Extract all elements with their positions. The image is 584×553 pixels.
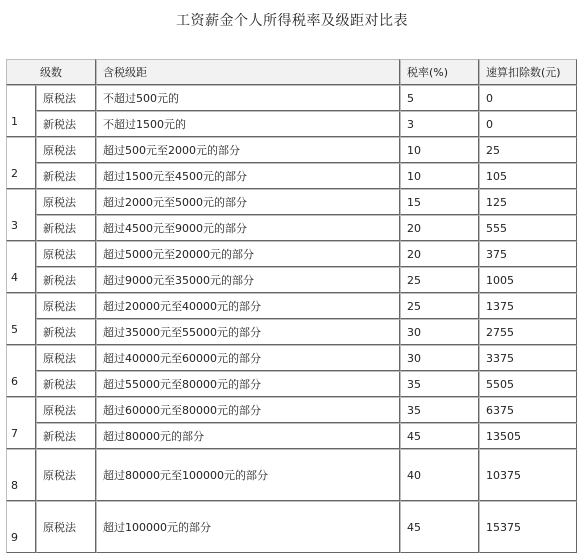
page-title: 工资薪金个人所得税率及级距对比表 xyxy=(176,13,408,29)
deduction-cell: 1005 xyxy=(479,267,577,293)
header-rate: 税率(%) xyxy=(400,59,479,85)
table-row xyxy=(6,423,577,449)
bracket-cell: 超过500元至2000元的部分 xyxy=(96,137,400,163)
bracket-cell: 不超过1500元的 xyxy=(96,111,400,137)
table-row xyxy=(6,241,577,267)
deduction-cell: 1375 xyxy=(479,293,577,319)
law-cell: 新税法 xyxy=(36,423,96,449)
level-cell: 9 xyxy=(6,501,36,553)
law-cell: 新税法 xyxy=(36,267,96,293)
deduction-cell: 10375 xyxy=(479,449,577,501)
bracket-cell: 超过55000元至80000元的部分 xyxy=(96,371,400,397)
level-cell: 5 xyxy=(6,293,36,345)
table-row xyxy=(6,293,577,319)
table-row xyxy=(6,215,577,241)
deduction-cell: 3375 xyxy=(479,345,577,371)
header-bracket: 含税级距 xyxy=(96,59,400,85)
table-row xyxy=(6,85,577,111)
table-row xyxy=(6,501,577,553)
table-row xyxy=(6,345,577,371)
deduction-cell: 375 xyxy=(479,241,577,267)
deduction-cell: 0 xyxy=(479,111,577,137)
table-row xyxy=(6,163,577,189)
deduction-cell: 125 xyxy=(479,189,577,215)
law-cell: 原税法 xyxy=(36,189,96,215)
rate-cell: 25 xyxy=(400,293,479,319)
deduction-cell: 0 xyxy=(479,85,577,111)
bracket-cell: 超过40000元至60000元的部分 xyxy=(96,345,400,371)
deduction-cell: 105 xyxy=(479,163,577,189)
bracket-cell: 超过5000元至20000元的部分 xyxy=(96,241,400,267)
rate-cell: 3 xyxy=(400,111,479,137)
rate-cell: 20 xyxy=(400,215,479,241)
table-row xyxy=(6,267,577,293)
table-row xyxy=(6,137,577,163)
bracket-cell: 超过9000元至35000元的部分 xyxy=(96,267,400,293)
table-row xyxy=(6,319,577,345)
rate-cell: 30 xyxy=(400,319,479,345)
tax-comparison-table xyxy=(6,59,577,553)
rate-cell: 25 xyxy=(400,267,479,293)
law-cell: 原税法 xyxy=(36,293,96,319)
level-cell: 4 xyxy=(6,241,36,293)
bracket-cell: 超过80000元至100000元的部分 xyxy=(96,449,400,501)
table-row xyxy=(6,189,577,215)
law-cell: 新税法 xyxy=(36,215,96,241)
deduction-cell: 25 xyxy=(479,137,577,163)
law-cell: 新税法 xyxy=(36,111,96,137)
table-body xyxy=(6,85,577,553)
bracket-cell: 超过2000元至5000元的部分 xyxy=(96,189,400,215)
law-cell: 原税法 xyxy=(36,345,96,371)
rate-cell: 10 xyxy=(400,137,479,163)
bracket-cell: 超过35000元至55000元的部分 xyxy=(96,319,400,345)
level-cell: 7 xyxy=(6,397,36,449)
table-row xyxy=(6,397,577,423)
table-row xyxy=(6,111,577,137)
deduction-cell: 6375 xyxy=(479,397,577,423)
deduction-cell: 5505 xyxy=(479,371,577,397)
table-header-row xyxy=(6,59,577,85)
law-cell: 原税法 xyxy=(36,241,96,267)
header-level: 级数 xyxy=(6,59,96,85)
deduction-cell: 15375 xyxy=(479,501,577,553)
rate-cell: 45 xyxy=(400,501,479,553)
level-cell: 6 xyxy=(6,345,36,397)
law-cell: 新税法 xyxy=(36,163,96,189)
bracket-cell: 超过4500元至9000元的部分 xyxy=(96,215,400,241)
level-cell: 3 xyxy=(6,189,36,241)
table-row xyxy=(6,371,577,397)
rate-cell: 30 xyxy=(400,345,479,371)
bracket-cell: 超过1500元至4500元的部分 xyxy=(96,163,400,189)
bracket-cell: 超过100000元的部分 xyxy=(96,501,400,553)
rate-cell: 40 xyxy=(400,449,479,501)
rate-cell: 45 xyxy=(400,423,479,449)
rate-cell: 15 xyxy=(400,189,479,215)
law-cell: 新税法 xyxy=(36,319,96,345)
level-cell: 1 xyxy=(6,85,36,137)
deduction-cell: 2755 xyxy=(479,319,577,345)
law-cell: 原税法 xyxy=(36,85,96,111)
table-row xyxy=(6,449,577,501)
law-cell: 原税法 xyxy=(36,137,96,163)
rate-cell: 5 xyxy=(400,85,479,111)
level-cell: 8 xyxy=(6,449,36,501)
rate-cell: 35 xyxy=(400,371,479,397)
level-cell: 2 xyxy=(6,137,36,189)
rate-cell: 35 xyxy=(400,397,479,423)
bracket-cell: 超过60000元至80000元的部分 xyxy=(96,397,400,423)
law-cell: 原税法 xyxy=(36,397,96,423)
bracket-cell: 超过80000元的部分 xyxy=(96,423,400,449)
rate-cell: 20 xyxy=(400,241,479,267)
rate-cell: 10 xyxy=(400,163,479,189)
law-cell: 原税法 xyxy=(36,449,96,501)
bracket-cell: 超过20000元至40000元的部分 xyxy=(96,293,400,319)
deduction-cell: 13505 xyxy=(479,423,577,449)
law-cell: 原税法 xyxy=(36,501,96,553)
bracket-cell: 不超过500元的 xyxy=(96,85,400,111)
header-deduction: 速算扣除数(元) xyxy=(479,59,577,85)
deduction-cell: 555 xyxy=(479,215,577,241)
law-cell: 新税法 xyxy=(36,371,96,397)
